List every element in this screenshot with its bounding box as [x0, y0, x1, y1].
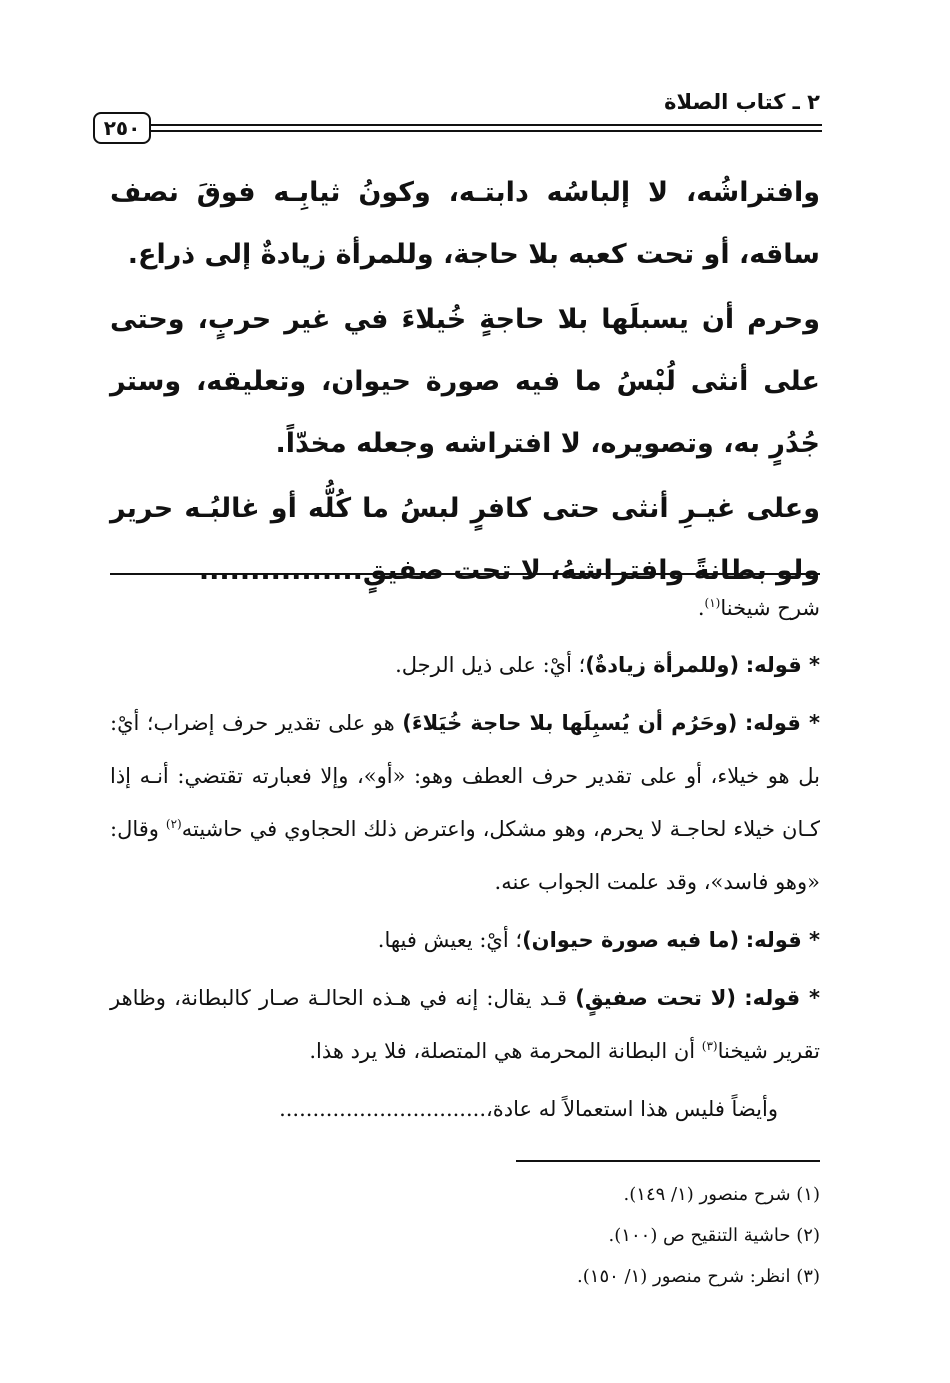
commentary-note-3	[110, 914, 820, 967]
note-3-quote: (ما فيه صورة حيوان)	[522, 928, 740, 952]
main-paragraph-2: وحرم أن يسبلَها بلا حاجةٍ خُيلاءَ في غير حربٍ، وحتى على أنثى لُبْسُ ما فيه صورة حيوان، وتعليقه، وستر جُدُرٍ به، وتصويره، لا افتراشه وجعله مخدّاً.	[110, 304, 820, 459]
commentary-note-1	[110, 639, 820, 692]
main-text	[110, 162, 820, 605]
note-3-label: * قوله:	[745, 928, 820, 952]
main-paragraph-1: وافتراشُه، لا إلباسُه دابتـه، وكونُ ثيابِـه فوقَ نصف ساقه، أو تحت كعبه بلا حاجة، وللمرأة زيادةٌ إلى ذراع.	[110, 177, 820, 270]
footnote-3: (٣) انظر: شرح منصور (١/ ١٥٠).	[577, 1266, 820, 1287]
header-double-rule	[122, 124, 822, 132]
note-1-quote: (وللمرأة زيادةٌ)	[585, 653, 740, 677]
note-2-label: * قوله:	[744, 711, 820, 735]
footnote-ref-2: (٢)	[165, 817, 182, 831]
text-commentary-separator	[110, 573, 820, 575]
chapter-title: ٢ ـ كتاب الصلاة	[664, 90, 820, 114]
note-5-dots: ...............................	[279, 1097, 487, 1121]
note-4-text: قـد يقال: إنه في هـذه الحالـة صـار كالبطانة، وظاهر تقرير شيخنا	[110, 986, 820, 1063]
commentary-note-4	[110, 972, 820, 1078]
note-2-text: هو على تقدير حرف إضراب؛ أيْ: بل هو خيلاء، أو على تقدير حرف العطف وهو: «أو»، وإلا فعبارته تقتضي: أنـه إذا كـان خيلاء لحاجـة لا يحرم، وهو مشكل، واعترض ذلك الحجاوي في حاشيته	[110, 711, 820, 841]
main-paragraph-3-text: وعلى غيـرِ أنثى حتى كافرٍ لبسُ ما كُلُّه أو غالبُـه حرير ولو بطانةً وافتراشهُ، لا تحت صفيقٍ	[110, 493, 820, 586]
note-3-text: ؛ أيْ: يعيش فيها.	[377, 928, 523, 952]
footnote-1: (١) شرح منصور (١/ ١٤٩).	[623, 1184, 820, 1205]
note-4-end: أن البطانة المحرمة هي المتصلة، فلا يرد هذا.	[309, 1039, 696, 1063]
commentary-note-2	[110, 697, 820, 909]
note-2-end: وقال: «وهو فاسد»، وقد علمت الجواب عنه.	[110, 817, 820, 894]
note-2-quote: (وحَرُم أن يُسبِلَها بلا حاجة خُيَلاءَ)	[402, 711, 738, 735]
footnote-2: (٢) حاشية التنقيح ص (١٠٠).	[608, 1225, 820, 1246]
commentary-intro	[110, 582, 820, 635]
commentary-intro-text: شرح شيخنا	[720, 596, 820, 620]
footnote-ref-3: (٣)	[701, 1039, 718, 1053]
main-paragraph-3-dots: ................	[198, 555, 363, 586]
commentary-intro-end: .	[697, 596, 705, 620]
note-1-label: * قوله:	[745, 653, 820, 677]
footnotes	[110, 1174, 820, 1297]
footnote-rule	[516, 1160, 820, 1162]
note-1-text: ؛ أيْ: على ذيل الرجل.	[395, 653, 586, 677]
commentary	[110, 582, 820, 1141]
note-5-text: وأيضاً فليس هذا استعمالاً له عادة،	[486, 1097, 778, 1121]
note-4-label: * قوله:	[744, 986, 820, 1010]
footnote-ref-1: (١)	[704, 596, 721, 610]
commentary-note-5	[110, 1083, 820, 1136]
page-number: ٢٥٠	[93, 112, 151, 144]
note-4-quote: (لا تحت صفيقٍ)	[575, 986, 736, 1010]
